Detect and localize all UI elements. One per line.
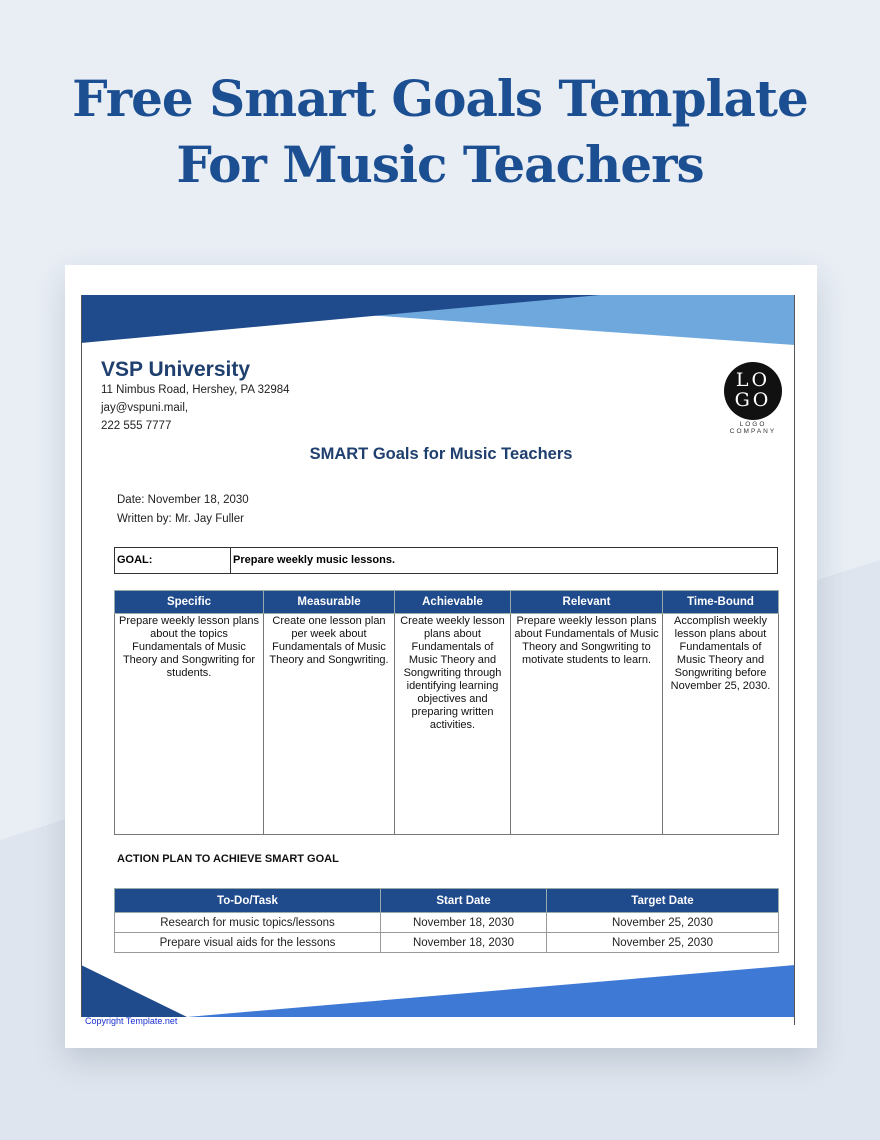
start-date-cell: November 18, 2030 (381, 913, 547, 933)
smart-cell-measurable: Create one lesson plan per week about Fundamentals of Music Theory and Songwriting. (264, 614, 395, 835)
smart-header-time-bound: Time-Bound (663, 591, 779, 614)
smart-table (114, 590, 779, 835)
target-date-cell: November 25, 2030 (547, 933, 779, 953)
smart-content-row (115, 614, 779, 835)
action-plan-header-row (115, 889, 779, 913)
logo-text-line2: GO (734, 389, 772, 411)
action-plan-header-target: Target Date (547, 889, 779, 913)
smart-header-specific: Specific (115, 591, 264, 614)
goal-label: GOAL: (115, 548, 231, 573)
target-date-cell: November 25, 2030 (547, 913, 779, 933)
action-plan-header-start: Start Date (381, 889, 547, 913)
logo-text-line1: LO (735, 369, 771, 391)
sheet-border-right (794, 295, 795, 1025)
action-plan-heading: ACTION PLAN TO ACHIEVE SMART GOAL (117, 853, 339, 865)
banner-title-line1: Free Smart Goals Template (72, 69, 808, 128)
logo-subtitle: LOGO COMPANY (729, 421, 777, 435)
table-row (115, 933, 779, 953)
organization-name: VSP University (101, 358, 251, 381)
smart-header-relevant: Relevant (511, 591, 663, 614)
action-plan-header-task: To-Do/Task (115, 889, 381, 913)
start-date-cell: November 18, 2030 (381, 933, 547, 953)
banner-title-line2: For Music Teachers (176, 135, 704, 194)
document-sheet (65, 265, 817, 1048)
smart-header-measurable: Measurable (264, 591, 395, 614)
organization-email: jay@vspuni.mail, (101, 402, 189, 414)
smart-cell-achievable: Create weekly lesson plans about Fundamentals of Music Theory and Songwriting through identifying learning objectives and preparing written activities. (395, 614, 511, 835)
goal-value: Prepare weekly music lessons. (233, 554, 396, 566)
sheet-border-left (81, 295, 82, 1017)
task-cell: Research for music topics/lessons (115, 913, 381, 933)
organization-phone: 222 555 7777 (101, 420, 172, 432)
smart-cell-relevant: Prepare weekly lesson plans about Fundamentals of Music Theory and Songwriting to motivate students to learn. (511, 614, 663, 835)
banner-title (0, 66, 880, 198)
goal-box (114, 547, 778, 574)
task-cell: Prepare visual aids for the lessons (115, 933, 381, 953)
organization-address: 11 Nimbus Road, Hershey, PA 32984 (101, 384, 290, 396)
document-author: Written by: Mr. Jay Fuller (117, 513, 244, 525)
copyright-link[interactable]: Copyright Template.net (85, 1016, 178, 1026)
document-title: SMART Goals for Music Teachers (309, 445, 573, 463)
document-date: Date: November 18, 2030 (117, 494, 249, 506)
table-row (115, 913, 779, 933)
smart-header-row (115, 591, 779, 614)
smart-cell-time-bound: Accomplish weekly lesson plans about Fundamentals of Music Theory and Songwriting before November 25, 2030. (663, 614, 779, 835)
smart-header-achievable: Achievable (395, 591, 511, 614)
company-logo (724, 362, 782, 420)
smart-cell-specific: Prepare weekly lesson plans about the topics Fundamentals of Music Theory and Songwriting for students. (115, 614, 264, 835)
action-plan-table (114, 888, 779, 953)
